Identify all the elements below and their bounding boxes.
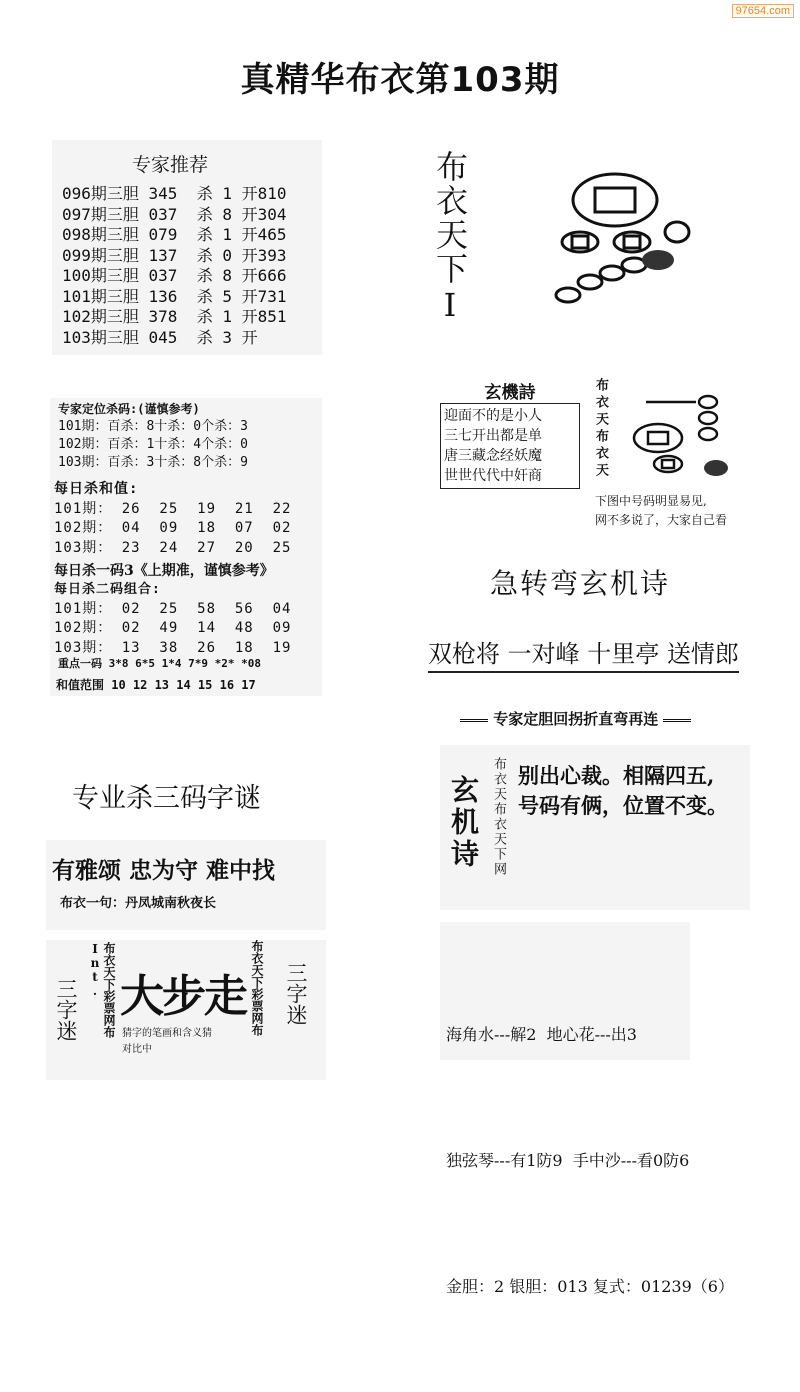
xuanji-poem-label: 玄机诗 <box>447 775 480 871</box>
xuanji-poem-vertical: 布衣天布衣天下网 <box>491 757 506 877</box>
expert-heading: 专家推荐 <box>132 154 209 176</box>
daily-sum-row: 103期： 23 24 27 20 25 <box>54 539 292 556</box>
xuanji-poem-line: 号码有俩，位置不变。 <box>518 793 728 818</box>
coins-graphic-small <box>628 390 738 480</box>
expert-row: 102期三胆 378 杀 1 开851 <box>62 307 287 326</box>
xuanji-poem-line: 别出心裁。相隔四五, <box>518 763 715 788</box>
expert-panel <box>52 140 322 355</box>
three-char-hint: 猜字的笔画和含义猜 <box>122 1028 212 1039</box>
kill3-panel <box>46 840 326 930</box>
daily-sum <box>54 480 291 558</box>
position-kill-row: 103期：百杀：3十杀：8个杀：9 <box>58 455 248 470</box>
position-kill-heading: 专家定位杀码:(谨慎参考) <box>58 402 200 416</box>
expert-row: 100期三胆 037 杀 8 开666 <box>62 266 287 285</box>
expert-row: 099期三胆 137 杀 0 开393 <box>62 245 287 265</box>
daily-sum-row: 102期： 04 09 18 07 02 <box>54 520 292 536</box>
jizhuanwan-title: 急转弯玄机诗 <box>490 567 671 600</box>
position-kill-row: 102期：百杀：1十杀：4个杀：0 <box>58 437 248 452</box>
xuanji-note: 下图中号码明显易见, <box>595 494 707 508</box>
expert-rows <box>62 184 287 348</box>
stats-panel <box>50 398 322 696</box>
expert-row: 101期三胆 136 杀 5 开731 <box>62 286 287 306</box>
daily-one-kill: 每日杀一码3《上期准，谨慎参考》 <box>54 563 274 579</box>
xuanji-poem-panel <box>440 745 750 910</box>
xuanji-small-line: 迎面不的是小人 <box>444 408 542 424</box>
divider <box>460 719 488 722</box>
xuanji-poem-text <box>518 761 728 821</box>
page-title: 真精华布衣第103期 <box>240 60 560 100</box>
xuanji-small-box <box>440 403 580 489</box>
kill3-line: 有雅颂 忠为守 难中找 <box>52 857 276 884</box>
riddle-line: 金胆：2 银胆：013 复式：01239（6） <box>446 1277 734 1296</box>
position-kill-row: 101期：百杀：8十杀：0个杀：3 <box>58 419 248 434</box>
riddle-line: 海角水---解2 地心花---出3 <box>446 1025 637 1044</box>
daily-two-row: 101期： 02 25 58 56 04 <box>54 600 292 617</box>
position-kill <box>58 400 248 472</box>
riddle-line: 独弦琴---有1防9 手中沙---看0防6 <box>446 1151 690 1170</box>
xuanji-small-notes <box>595 492 727 530</box>
coins-graphic <box>550 170 700 310</box>
three-char-big: 大步走 <box>120 971 246 1022</box>
expert-row: 103期三胆 045 杀 3 开 <box>62 327 258 347</box>
three-char-panel <box>46 940 326 1080</box>
kill3-heading: 专业杀三码字谜 <box>72 783 261 814</box>
daily-two-row: 102期： 02 49 14 48 09 <box>54 620 292 636</box>
daily-sum-heading: 每日杀和值: <box>54 481 139 497</box>
watermark: 97654.com <box>732 4 794 18</box>
key-one-code: 重点一码 3*8 6*5 1*4 7*9 *2* *08 <box>58 657 261 670</box>
xuanji-note: 网不多说了，大家自己看 <box>595 513 728 527</box>
daily-sum-row: 101期： 26 25 19 21 22 <box>54 500 292 517</box>
three-char-hint: 对比中 <box>122 1044 152 1055</box>
expert-row: 098期三胆 079 杀 1 开465 <box>62 225 287 244</box>
riddles-panel <box>440 922 734 1296</box>
three-char-left-label: 三字迷 <box>54 978 78 1041</box>
daily-two <box>54 580 291 658</box>
three-char-hints <box>122 1026 212 1058</box>
expert-dan-row <box>460 708 691 729</box>
expert-row: 097期三胆 037 杀 8 开304 <box>62 204 287 224</box>
sum-range: 和值范围 10 12 13 14 15 16 17 <box>56 678 256 692</box>
expert-row: 096期三胆 345 杀 1 开810 <box>62 184 287 203</box>
xuanji-small-line: 唐三藏念经妖魔 <box>444 448 542 464</box>
divider <box>663 719 691 722</box>
buyi-tianxia-vertical: 布衣天下I <box>431 150 469 326</box>
three-char-vert-left: 布衣天下彩票网布Int. <box>88 942 116 1038</box>
riddles-list <box>446 930 734 1392</box>
jizhuanwan-line: 双枪将 一对峰 十里亭 送情郎 <box>428 634 739 673</box>
xuanji-small-line: 三七开出都是单 <box>444 428 542 444</box>
expert-dan: 专家定胆回拐折直弯再连 <box>493 710 659 728</box>
xuanji-small-heading: 玄機詩 <box>484 383 536 403</box>
xuanji-small-line: 世世代代中奸商 <box>444 468 542 484</box>
daily-two-row: 103期： 13 38 26 18 19 <box>54 639 292 656</box>
xuanji-small <box>440 378 580 489</box>
daily-two-heading: 每日杀二码组合: <box>54 582 161 597</box>
three-char-right-label: 三字迷 <box>284 962 308 1025</box>
kill3-sub: 布衣一句：丹凤城南秋夜长 <box>60 896 217 911</box>
xuanji-small-vertical: 布衣天布衣天 <box>593 378 608 480</box>
three-char-vert-right: 布衣天下彩票网布 <box>250 940 264 1036</box>
